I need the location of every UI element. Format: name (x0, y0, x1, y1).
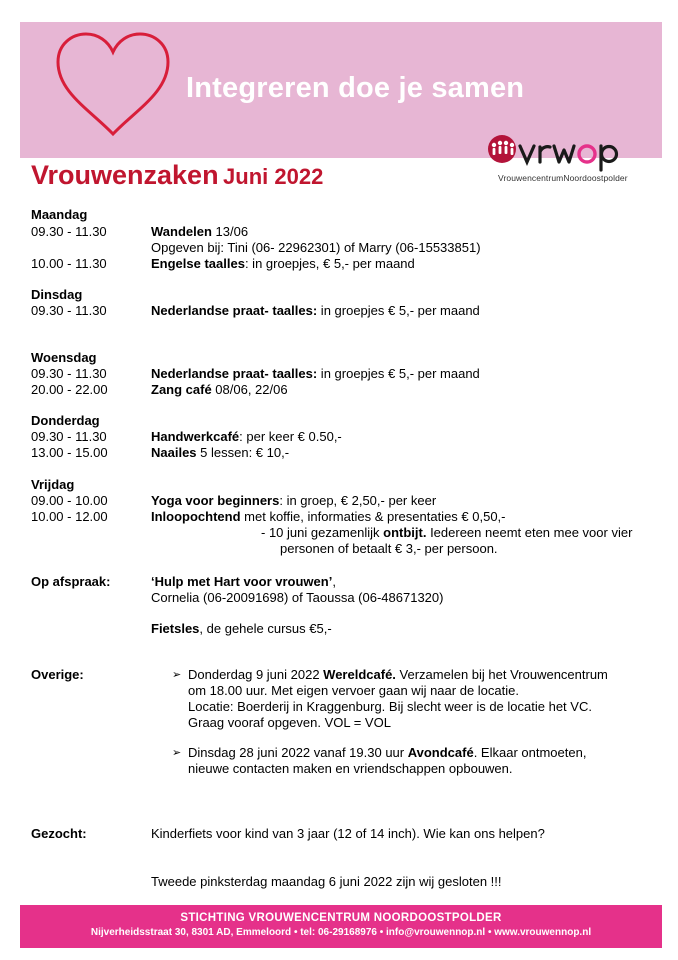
activity-engelse-taalles: Engelse taalles: in groepjes, € 5,- per maand (151, 256, 415, 271)
activity-inloopochtend: Inloopochtend met koffie, informaties & presentaties € 0,50,- (151, 509, 506, 524)
hulp-met-hart-title: ‘Hulp met Hart voor vrouwen’, (151, 574, 336, 589)
footer-bar (20, 905, 662, 948)
page-title-month: Juni 2022 (223, 164, 324, 189)
day-label-vrijdag: Vrijdag (31, 477, 75, 492)
activity-wandelen: Wandelen 13/06 (151, 224, 249, 239)
ontbijt-bullet-line2: personen of betaalt € 3,- per persoon. (280, 541, 498, 556)
day-label-maandag: Maandag (31, 207, 88, 222)
activity-zang-cafe: Zang café 08/06, 22/06 (151, 382, 288, 397)
activity-fietsles: Fietsles, de gehele cursus €5,- (151, 621, 332, 636)
logo-subtitle: VrouwencentrumNoordoostpolder (498, 173, 628, 183)
footer-org-name: STICHTING VROUWENCENTRUM NOORDOOSTPOLDER (180, 912, 502, 924)
day-label-donderdag: Donderdag (31, 413, 100, 428)
wereldcafe-item: Donderdag 9 juni 2022 Wereldcafé. Verzamelen bij het Vrouwencentrum (188, 667, 608, 682)
arrow-bullet-icon: ➢ (172, 747, 182, 759)
day-label-woensdag: Woensdag (31, 350, 97, 365)
time-slot: 09.30 - 11.30 (31, 429, 107, 444)
gezocht-text: Kinderfiets voor kind van 3 jaar (12 of 14 inch). Wie kan ons helpen? (151, 826, 545, 841)
activity-praat-taalles: Nederlandse praat- taalles: in groepjes € 5,- per maand (151, 303, 480, 318)
section-label-gezocht: Gezocht: (31, 826, 87, 841)
time-slot: 09.30 - 11.30 (31, 303, 107, 318)
time-slot: 10.00 - 12.00 (31, 509, 108, 524)
activity-handwerkcafe: Handwerkcafé: per keer € 0.50,- (151, 429, 342, 444)
avondcafe-line: nieuwe contacten maken en vriendschappen opbouwen. (188, 761, 513, 776)
arrow-bullet-icon: ➢ (172, 669, 182, 681)
activity-naailes: Naailes 5 lessen: € 10,- (151, 445, 290, 460)
activity-detail: Opgeven bij: Tini (06- 22962301) of Marry (06-15533851) (151, 240, 481, 255)
page-title-main: Vrouwenzaken (31, 160, 219, 190)
ontbijt-bullet: - 10 juni gezamenlijk ontbijt. Iedereen neemt eten mee voor vier (261, 525, 633, 540)
wereldcafe-line: Graag vooraf opgeven. VOL = VOL (188, 715, 391, 730)
section-label-afspraak: Op afspraak: (31, 574, 111, 589)
closed-notice: Tweede pinksterdag maandag 6 juni 2022 zijn wij gesloten !!! (151, 874, 502, 889)
time-slot: 13.00 - 15.00 (31, 445, 108, 460)
wereldcafe-line: Locatie: Boerderij in Kraggenburg. Bij slecht weer is de locatie het VC. (188, 699, 592, 714)
time-slot: 09.30 - 11.30 (31, 224, 107, 239)
avondcafe-item: Dinsdag 28 juni 2022 vanaf 19.30 uur Avondcafé. Elkaar ontmoeten, (188, 745, 587, 760)
activity-praat-taalles: Nederlandse praat- taalles: in groepjes € 5,- per maand (151, 366, 480, 381)
time-slot: 20.00 - 22.00 (31, 382, 108, 397)
time-slot: 09.30 - 11.30 (31, 366, 107, 381)
wereldcafe-line: om 18.00 uur. Met eigen vervoer gaan wij naar de locatie. (188, 683, 519, 698)
time-slot: 09.00 - 10.00 (31, 493, 108, 508)
heart-icon (50, 30, 176, 142)
page-title (31, 160, 323, 191)
footer-contact-line: Nijverheidsstraat 30, 8301 AD, Emmeloord • tel: 06-29168976 • info@vrouwennop.nl • www.vrouwennop.nl (90, 927, 592, 938)
section-label-overige: Overige: (31, 667, 84, 682)
hulp-contacts: Cornelia (06-20091698) of Taoussa (06-48671320) (151, 590, 444, 605)
banner-title: Integreren doe je samen (186, 72, 525, 104)
activity-yoga: Yoga voor beginners: in groep, € 2,50,- per keer (151, 493, 437, 508)
day-label-dinsdag: Dinsdag (31, 287, 83, 302)
time-slot: 10.00 - 11.30 (31, 256, 107, 271)
